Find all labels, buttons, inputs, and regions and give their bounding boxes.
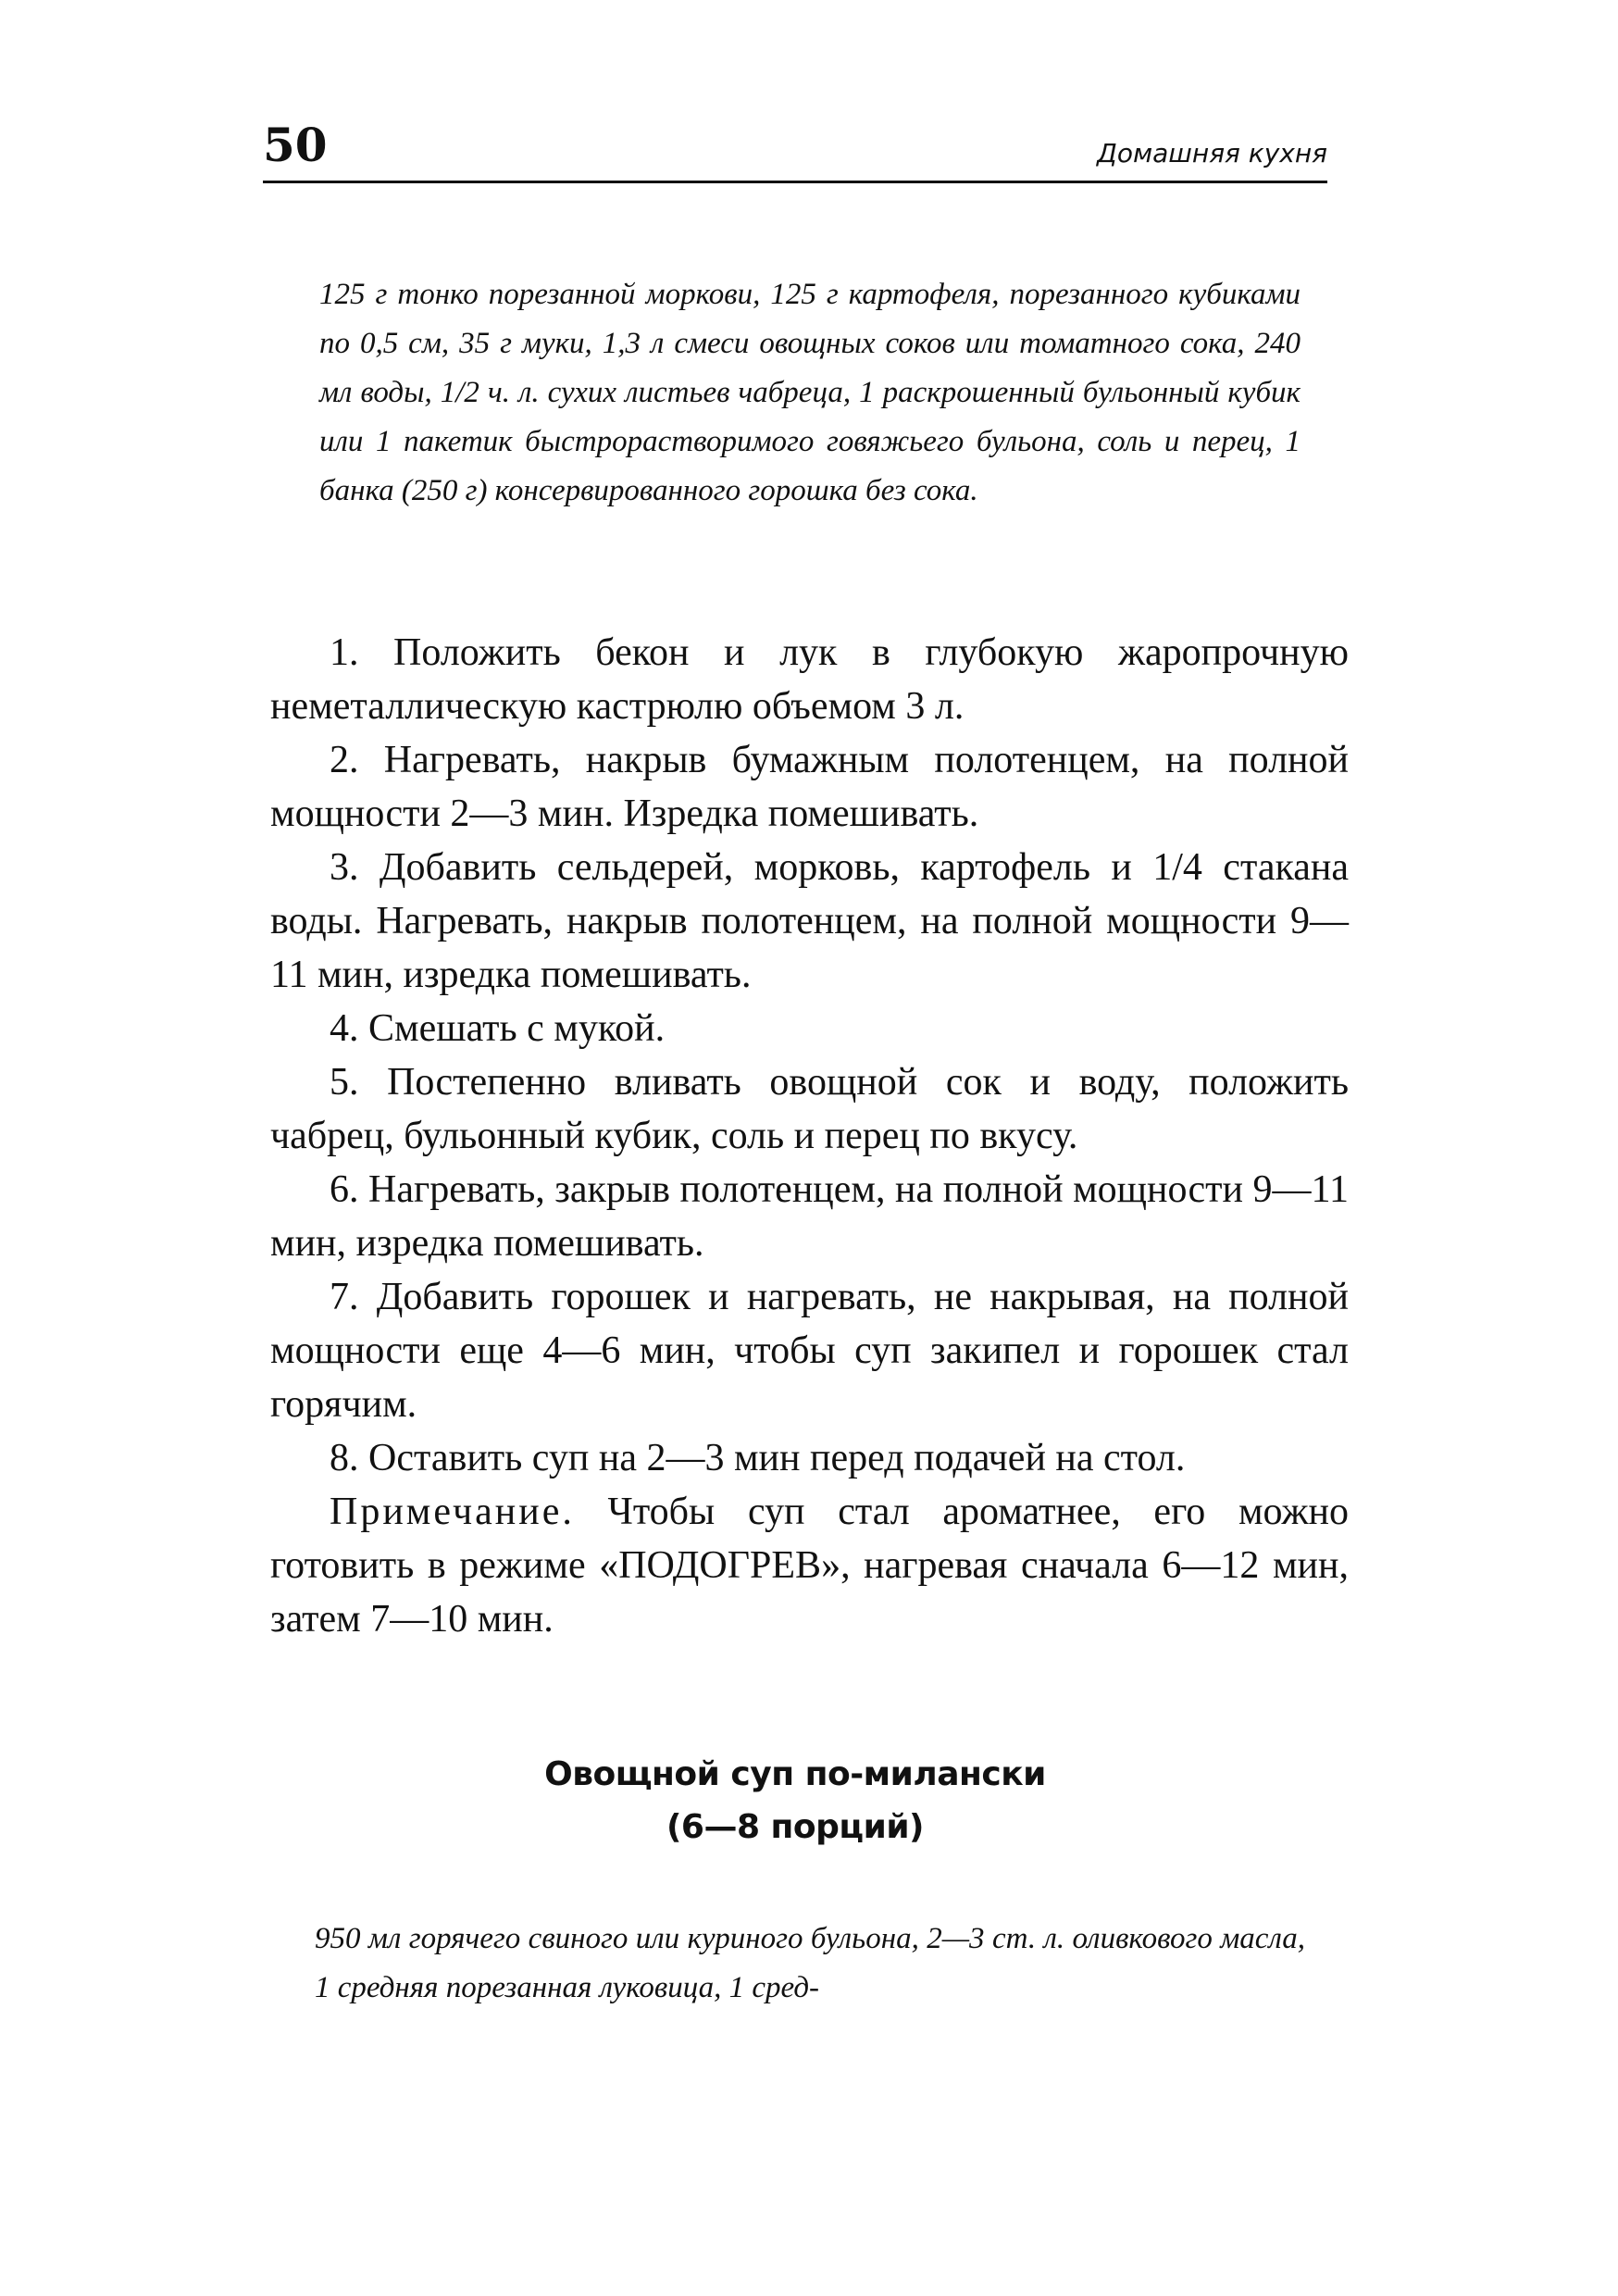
page-number: 50: [263, 118, 328, 172]
ingredients-list-continued: 125 г тонко порезанной моркови, 125 г картофеля, порезанного кубиками по 0,5 см, 35 г муки, 1,3 л смеси овощных соков или томатного сока, 240 мл воды, 1/2 ч. л. сухих листьев чабреца, 1 раскрошенный бульонный кубик или 1 пакетик быстрорастворимого говяжьего бульона, соль и перец, 1 банка (250 г) консервированного горошка без сока.: [319, 278, 1301, 507]
recipe-step: 1. Положить бекон и лук в глубокую жаропрочную неметаллическую кастрюлю объемом 3 л.: [270, 631, 1349, 728]
note-text: Чтобы суп стал ароматнее, его можно готовить в режиме «ПОДОГРЕВ», нагревая сначала 6—12 мин, затем 7—10 мин.: [270, 1491, 1349, 1641]
recipe-title-block: [263, 1748, 1327, 1853]
recipe-step: 7. Добавить горошек и нагревать, не накрывая, на полной мощности еще 4—6 мин, чтобы суп закипел и горошек стал горячим.: [270, 1276, 1349, 1426]
recipe-servings: (6—8 порций): [666, 1808, 925, 1846]
recipe-step: 8. Оставить суп на 2—3 мин перед подачей на стол.: [330, 1437, 1186, 1479]
running-title: Домашняя кухня: [1096, 138, 1327, 168]
recipe-step: 4. Смешать с мукой.: [330, 1007, 666, 1050]
next-recipe-ingredients: 950 мл горячего свиного или куриного бульона, 2—3 ст. л. оливкового масла, 1 средняя порезанная луковица, 1 сред-: [315, 1922, 1305, 2004]
recipe-step: 6. Нагревать, закрыв полотенцем, на полной мощности 9—11 мин, изредка помешивать.: [270, 1168, 1349, 1265]
header-divider: [263, 181, 1327, 183]
recipe-step: 3. Добавить сельдерей, морковь, картофель и 1/4 стакана воды. Нагревать, накрыв полотенцем, на полной мощности 9—11 мин, изредка помешивать.: [270, 846, 1349, 996]
note-label: Примечание.: [330, 1491, 575, 1533]
recipe-step: 5. Постепенно вливать овощной сок и воду, положить чабрец, бульонный кубик, соль и перец по вкусу.: [270, 1061, 1349, 1157]
recipe-note: [270, 1485, 1349, 1646]
recipe-step: 2. Нагревать, накрыв бумажным полотенцем, на полной мощности 2—3 мин. Изредка помешивать.: [270, 739, 1349, 835]
page-header: [263, 113, 1327, 187]
recipe-title: Овощной суп по-милански: [544, 1755, 1046, 1793]
recipe-steps: [270, 626, 1349, 1646]
